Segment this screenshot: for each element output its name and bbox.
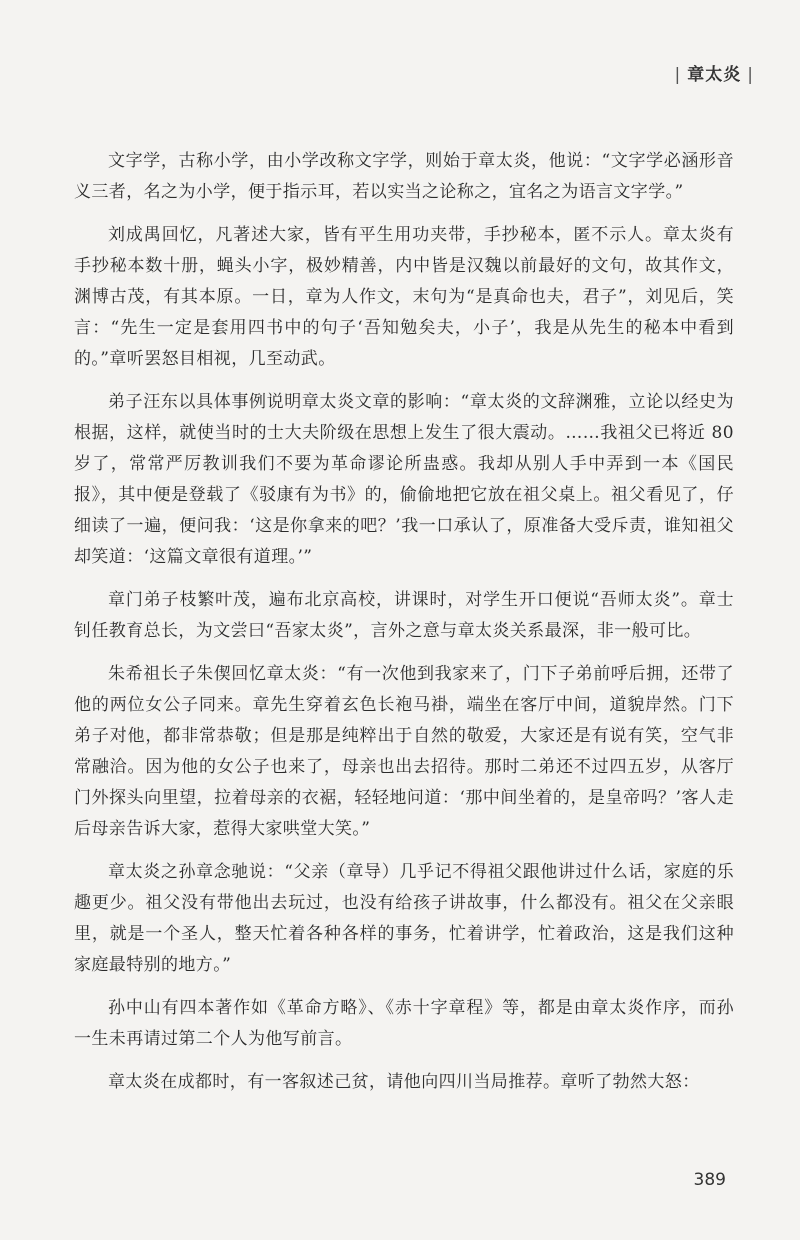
running-header — [669, 60, 760, 85]
paragraph-5: 朱希祖长子朱偰回忆章太炎：“有一次他到我家来了，门下子弟前呼后拥，还带了他的两位女公子同来。章先生穿着玄色长袍马褂，端坐在客厅中间，道貌岸然。门下弟子对他，都非常恭敬；但是那是纯粹出于自然的敬爱，大家还是有说有笑，空气非常融洽。因为他的女公子也来了，母亲也出去招待。那时二弟还不过四五岁，从客厅门外探头向里望，拉着母亲的衣裾，轻轻地问道：‘那中间坐着的，是皇帝吗？’客人走后母亲告诉大家，惹得大家哄堂大笑。” — [74, 664, 734, 839]
paragraph-6: 章太炎之孙章念驰说：“父亲（章导）几乎记不得祖父跟他讲过什么话，家庭的乐趣更少。祖父没有带他出去玩过，也没有给孩子讲故事，什么都没有。祖父在父亲眼里，就是一个圣人，整天忙着各种各样的事务，忙着讲学，忙着政治，这是我们这种家庭最特别的地方。” — [74, 862, 734, 975]
paragraph-3: 弟子汪东以具体事例说明章太炎文章的影响：“章太炎的文辞渊雅，立论以经史为根据，这样，就使当时的士大夫阶级在思想上发生了很大震动。……我祖父已将近 80 岁了，常常严厉教训我们不要为革命谬论所蛊惑。我却从别人手中弄到一本《国民报》，其中便是登载了《驳康有为书》的，偷偷地把它放在祖父桌上。祖父看见了，仔细读了一遍，便问我：‘这是你拿来的吧？’我一口承认了，原准备大受斥责，谁知祖父却笑道：‘这篇文章很有道理。’” — [74, 392, 734, 567]
page-number: 389 — [693, 1170, 726, 1190]
running-header-title: 章太炎 — [687, 65, 742, 85]
paragraph-8: 章太炎在成都时，有一客叙述己贫，请他向四川当局推荐。章听了勃然大怒： — [108, 1072, 700, 1092]
paragraph-1: 文字学，古称小学，由小学改称文字学，则始于章太炎，他说：“文字学必涵形音义三者，名之为小学，便于指示耳，若以实当之论称之，宜名之为语言文字学。” — [74, 151, 734, 202]
page-body — [74, 146, 734, 1110]
header-left-bar: | — [674, 65, 682, 85]
paragraph-7: 孙中山有四本著作如《革命方略》、《赤十字章程》等，都是由章太炎作序，而孙一生未再请过第二个人为他写前言。 — [74, 998, 734, 1049]
header-right-bar: | — [747, 65, 754, 85]
paragraph-2: 刘成禺回忆，凡著述大家，皆有平生用功夹带，手抄秘本，匿不示人。章太炎有手抄秘本数十册，蝇头小字，极妙精善，内中皆是汉魏以前最好的文句，故其作文，渊博古茂，有其本原。一日，章为人作文，末句为“是真命也夫，君子”，刘见后，笑言：“先生一定是套用四书中的句子‘吾知勉矣夫，小子’，我是从先生的秘本中看到的。”章听罢怒目相视，几至动武。 — [74, 225, 734, 369]
paragraph-4: 章门弟子枝繁叶茂，遍布北京高校，讲课时，对学生开口便说“吾师太炎”。章士钊任教育总长，为文尝曰“吾家太炎”，言外之意与章太炎关系最深，非一般可比。 — [74, 590, 734, 641]
